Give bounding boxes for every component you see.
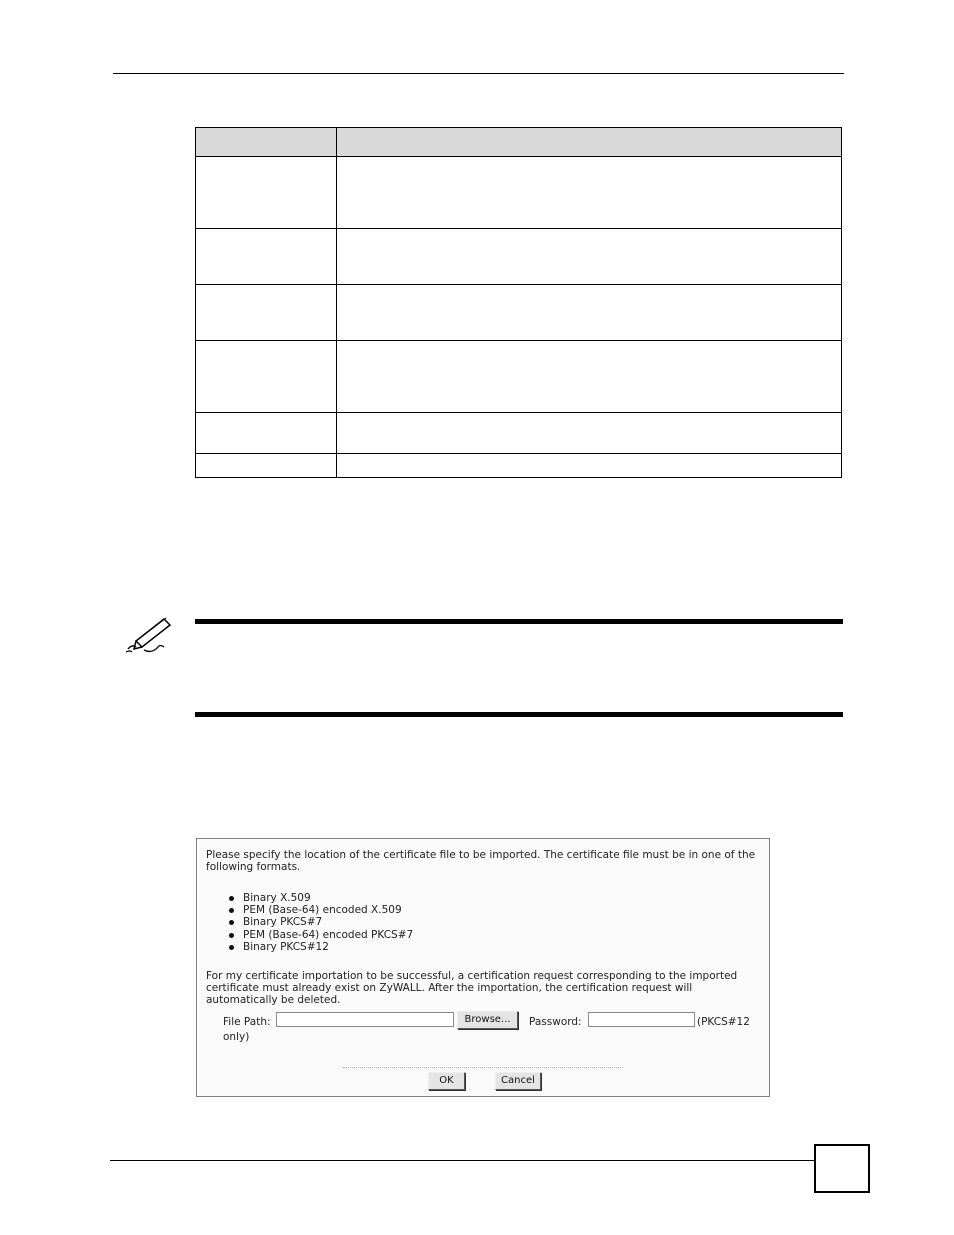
- table-cell-label: [196, 229, 337, 285]
- note-rule-bottom: [195, 712, 843, 717]
- file-path-input[interactable]: [276, 1012, 454, 1027]
- list-item: Binary PKCS#12: [227, 941, 413, 953]
- table-row: [196, 341, 842, 413]
- table-cell-description: [337, 341, 842, 413]
- table-cell-label: [196, 341, 337, 413]
- table-cell-description: [337, 229, 842, 285]
- list-item: Binary X.509: [227, 892, 413, 904]
- cancel-button[interactable]: Cancel: [495, 1072, 541, 1090]
- header-rule: [113, 73, 844, 74]
- table-header-description: [337, 128, 842, 157]
- table-cell-description: [337, 454, 842, 478]
- browse-button[interactable]: Browse...: [457, 1011, 518, 1029]
- table-cell-label: [196, 413, 337, 454]
- table-row: [196, 413, 842, 454]
- password-input[interactable]: [588, 1012, 695, 1027]
- pencil-note-icon: [122, 614, 174, 656]
- table-row: [196, 229, 842, 285]
- file-path-label: File Path:: [223, 1016, 271, 1028]
- import-intro-text: Please specify the location of the certificate file to be imported. The certificate file must be in one of the following formats.: [206, 849, 756, 873]
- separator: [343, 1067, 623, 1068]
- table-header-label: [196, 128, 337, 157]
- table-row: [196, 454, 842, 478]
- field-description-table: [195, 127, 842, 478]
- list-item: PEM (Base-64) encoded X.509: [227, 904, 413, 916]
- table-cell-description: [337, 413, 842, 454]
- format-list: [227, 892, 413, 953]
- table-cell-description: [337, 157, 842, 229]
- pkcs-note-continued: only): [223, 1031, 250, 1043]
- list-item: PEM (Base-64) encoded PKCS#7: [227, 929, 413, 941]
- pkcs-note: (PKCS#12: [697, 1016, 750, 1028]
- ok-button[interactable]: OK: [428, 1072, 465, 1090]
- import-certificate-screen: [196, 838, 770, 1097]
- table-row: [196, 157, 842, 229]
- note-rule-top: [195, 619, 843, 624]
- requirement-text: For my certificate importation to be successful, a certification request corresponding to the imported certificate must already exist on ZyWALL. After the importation, the certification request will automatically be deleted.: [206, 970, 738, 1006]
- table-header-row: [196, 128, 842, 157]
- table-cell-label: [196, 285, 337, 341]
- table-row: [196, 285, 842, 341]
- table-cell-label: [196, 454, 337, 478]
- password-label: Password:: [529, 1016, 582, 1028]
- table-cell-description: [337, 285, 842, 341]
- footer-rule: [110, 1160, 815, 1161]
- table-cell-label: [196, 157, 337, 229]
- page-number-box: [814, 1144, 870, 1193]
- list-item: Binary PKCS#7: [227, 916, 413, 928]
